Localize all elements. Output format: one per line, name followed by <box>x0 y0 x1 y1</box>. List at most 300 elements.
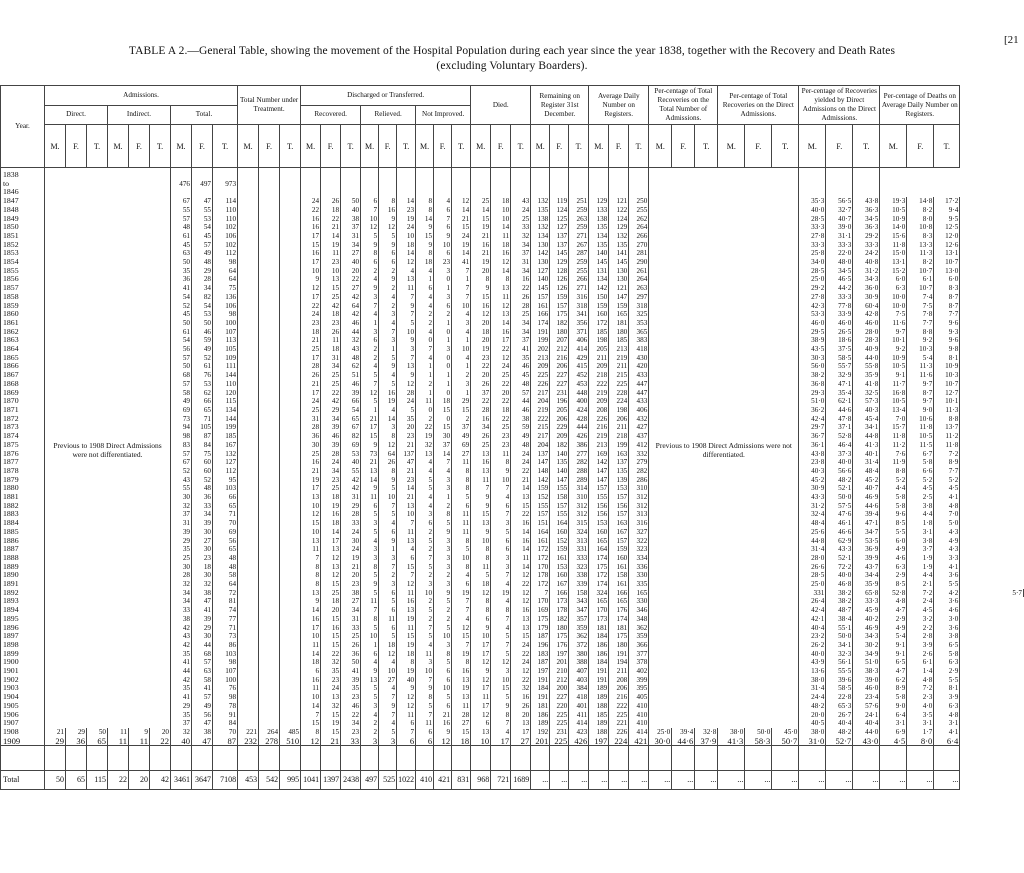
table-cell: 219 <box>589 389 609 398</box>
table-cell: 7 <box>452 606 471 615</box>
table-cell: 38·9 <box>799 336 826 345</box>
table-cell: 46 <box>511 362 531 371</box>
table-cell: 3 <box>361 519 379 528</box>
table-cell: 6 <box>434 249 452 258</box>
table-cell: 13 <box>471 728 491 737</box>
table-cell: 4·4 <box>907 510 934 519</box>
table-cell: 11 <box>491 232 511 241</box>
table-cell: 7·5 <box>907 302 934 311</box>
table-cell: 12 <box>471 589 491 598</box>
row-year: 1879 <box>1 476 45 485</box>
table-cell: 13·3 <box>907 241 934 250</box>
table-cell: 161 <box>531 537 550 546</box>
table-cell: 23 <box>321 476 341 485</box>
table-cell <box>238 650 259 659</box>
table-cell: 9·6 <box>880 510 907 519</box>
table-cell: 218 <box>609 432 629 441</box>
table-cell: 11 <box>397 624 416 633</box>
table-cell <box>280 519 301 528</box>
table-cell: 34 <box>511 328 531 337</box>
table-cell: 4 <box>379 319 397 328</box>
table-cell: 4·8 <box>934 502 960 511</box>
table-cell: 313 <box>629 510 649 519</box>
table-cell <box>280 371 301 380</box>
table-cell: 3 <box>416 658 434 667</box>
note-admissions: Previous to 1908 Direct Admissions were not differentiated. <box>45 168 171 729</box>
table-cell: 8·9 <box>934 458 960 467</box>
table-cell: 316 <box>629 519 649 528</box>
table-cell: 8 <box>471 597 491 606</box>
table-cell: 72 <box>213 589 238 598</box>
table-cell: 54 <box>192 223 213 232</box>
table-cell <box>907 746 934 771</box>
table-cell: 7 <box>397 310 416 319</box>
table-cell: 1 <box>434 493 452 502</box>
table-cell: 7 <box>434 458 452 467</box>
table-cell: 282 <box>629 467 649 476</box>
table-cell: 13 <box>511 624 531 633</box>
table-cell: 32·4 <box>799 510 826 519</box>
table-cell: 3 <box>434 293 452 302</box>
table-cell: 335 <box>629 580 649 589</box>
table-cell: 100 <box>213 319 238 328</box>
table-cell: 10 <box>471 737 491 746</box>
table-cell: 7·0 <box>934 510 960 519</box>
table-cell <box>259 658 280 667</box>
table-cell: 135 <box>589 241 609 250</box>
table-cell: 209 <box>550 432 569 441</box>
table-cell: 9 <box>434 728 452 737</box>
table-cell: 271 <box>569 284 589 293</box>
table-cell: 36 <box>192 493 213 502</box>
row-year: 1866 <box>1 362 45 371</box>
table-cell: 8 <box>452 484 471 493</box>
table-cell: 145 <box>609 258 629 267</box>
table-cell: 178 <box>531 571 550 580</box>
table-cell: 197 <box>550 650 569 659</box>
table-cell: 2·3 <box>907 693 934 702</box>
table-cell: 5 <box>361 232 379 241</box>
table-cell <box>238 615 259 624</box>
table-cell: 3 <box>361 702 379 711</box>
table-cell <box>280 450 301 459</box>
table-cell <box>238 746 259 771</box>
table-cell <box>238 658 259 667</box>
table-cell <box>649 746 672 771</box>
table-cell: 8 <box>471 606 491 615</box>
table-cell: 7·0 <box>880 415 907 424</box>
table-cell <box>280 232 301 241</box>
table-cell: 170 <box>531 597 550 606</box>
table-cell: 48 <box>341 354 361 363</box>
table-cell: 3·9 <box>934 693 960 702</box>
table-cell <box>280 362 301 371</box>
table-cell: 110 <box>213 215 238 224</box>
table-cell: 14 <box>511 484 531 493</box>
header-indirect: Indirect. <box>108 105 171 125</box>
table-cell: 185 <box>213 432 238 441</box>
table-cell <box>434 746 452 771</box>
row-year: 1902 <box>1 676 45 685</box>
table-cell: 107 <box>213 667 238 676</box>
table-cell: 2 <box>452 371 471 380</box>
table-cell: 14 <box>321 528 341 537</box>
table-cell: 5 <box>434 597 452 606</box>
table-cell: 124 <box>609 215 629 224</box>
table-cell: 406 <box>569 336 589 345</box>
table-cell: 6·3 <box>934 702 960 711</box>
table-cell: 8 <box>452 537 471 546</box>
table-cell <box>238 406 259 415</box>
table-cell: 43·8 <box>799 450 826 459</box>
table-cell: 160 <box>550 571 569 580</box>
table-cell: 197 <box>589 737 609 746</box>
table-cell: 5·5 <box>934 580 960 589</box>
table-cell: 134 <box>213 406 238 415</box>
table-cell: 156 <box>609 502 629 511</box>
mft-label: F. <box>826 125 853 168</box>
table-cell: 140 <box>550 467 569 476</box>
table-cell <box>238 371 259 380</box>
table-cell: 216 <box>609 693 629 702</box>
table-cell: 25 <box>511 310 531 319</box>
table-cell: 11·5 <box>907 441 934 450</box>
table-cell <box>280 310 301 319</box>
table-cell: 5·8 <box>880 693 907 702</box>
table-cell: 22 <box>321 650 341 659</box>
table-cell: 34 <box>321 467 341 476</box>
table-cell <box>238 537 259 546</box>
table-cell: 10 <box>361 215 379 224</box>
table-cell: 1 <box>434 284 452 293</box>
table-cell <box>416 168 434 198</box>
table-cell: 48·4 <box>853 467 880 476</box>
table-cell: 28 <box>192 275 213 284</box>
table-cell: 23 <box>192 554 213 563</box>
table-cell <box>280 467 301 476</box>
table-cell: 5 <box>491 528 511 537</box>
table-cell: 25 <box>471 441 491 450</box>
table-cell: 30 <box>192 545 213 554</box>
table-cell: 7 <box>531 589 550 598</box>
table-cell: 102 <box>213 223 238 232</box>
table-cell: 1 <box>416 275 434 284</box>
table-cell: 47 <box>192 597 213 606</box>
table-cell <box>280 249 301 258</box>
table-cell: 191 <box>589 667 609 676</box>
table-cell: 172 <box>531 554 550 563</box>
table-cell: 9·0 <box>880 702 907 711</box>
table-cell: 14 <box>491 319 511 328</box>
table-cell: 35 <box>511 354 531 363</box>
table-cell: 164 <box>589 545 609 554</box>
table-cell: 4·2 <box>934 589 960 598</box>
table-cell: 21 <box>397 441 416 450</box>
table-cell: 968 <box>471 771 491 790</box>
table-cell: 182 <box>550 319 569 328</box>
table-cell: 3·1 <box>907 528 934 537</box>
table-cell: 9·3 <box>934 328 960 337</box>
table-cell: 4 <box>452 571 471 580</box>
table-cell: 12 <box>379 223 397 232</box>
table-cell: 56 <box>192 711 213 720</box>
table-cell: 40·5 <box>799 719 826 728</box>
table-cell: 48 <box>171 223 192 232</box>
table-cell: 5 <box>491 632 511 641</box>
table-cell: 6 <box>397 554 416 563</box>
table-cell: 42 <box>321 397 341 406</box>
table-cell: 29 <box>192 624 213 633</box>
table-cell: 10 <box>397 510 416 519</box>
table-cell: 29 <box>45 737 66 746</box>
table-cell: 20 <box>511 711 531 720</box>
table-cell: 188 <box>589 702 609 711</box>
table-cell: 25·0 <box>799 275 826 284</box>
table-cell: 212 <box>550 345 569 354</box>
table-cell: 348 <box>629 615 649 624</box>
table-cell: 10·5 <box>907 432 934 441</box>
table-cell: 225 <box>550 737 569 746</box>
table-cell: 24 <box>301 197 321 206</box>
table-cell: 5 <box>452 545 471 554</box>
row-year: 1883 <box>1 510 45 519</box>
table-cell: 72·2 <box>826 563 853 572</box>
table-cell: 132 <box>213 450 238 459</box>
table-cell: 45·2 <box>853 476 880 485</box>
table-cell: 334 <box>629 554 649 563</box>
table-cell: 10 <box>434 241 452 250</box>
table-cell: 7·7 <box>934 467 960 476</box>
table-cell: 28·0 <box>799 554 826 563</box>
table-row <box>1 168 1024 198</box>
table-cell: 366 <box>629 641 649 650</box>
table-cell: 4·5 <box>880 737 907 746</box>
table-cell: 58·3 <box>745 737 772 746</box>
table-cell: 41 <box>341 667 361 676</box>
table-cell: 122 <box>609 206 629 215</box>
header-died: Died. <box>471 86 531 125</box>
table-cell: 4 <box>491 624 511 633</box>
table-cell: 1 <box>452 336 471 345</box>
table-cell: 12 <box>301 510 321 519</box>
table-cell: 38·0 <box>799 728 826 737</box>
table-cell: 16 <box>511 519 531 528</box>
table-cell: 23 <box>341 693 361 702</box>
row-year: 1859 <box>1 302 45 311</box>
table-cell: 6 <box>379 258 397 267</box>
table-cell: 10 <box>434 684 452 693</box>
table-cell: 278 <box>259 737 280 746</box>
table-cell <box>280 168 301 198</box>
table-cell: 18 <box>321 493 341 502</box>
table-cell: 15 <box>321 728 341 737</box>
header-row-1 <box>1 86 1024 106</box>
table-cell: 42 <box>341 476 361 485</box>
table-cell: 401 <box>569 702 589 711</box>
table-cell: 65·3 <box>826 702 853 711</box>
table-cell: 34 <box>192 510 213 519</box>
table-cell: 6 <box>416 519 434 528</box>
table-cell <box>238 597 259 606</box>
table-cell: 34 <box>321 415 341 424</box>
table-cell: 62·1 <box>826 397 853 406</box>
row-year: 1874 <box>1 432 45 441</box>
table-cell <box>609 168 629 198</box>
row-year: 1878 <box>1 467 45 476</box>
table-cell <box>826 746 853 771</box>
table-cell: 365 <box>629 328 649 337</box>
table-cell: 23 <box>397 432 416 441</box>
table-cell: 217 <box>531 432 550 441</box>
table-cell: 12 <box>397 258 416 267</box>
table-cell: 8·1 <box>934 684 960 693</box>
table-cell: 2 <box>452 415 471 424</box>
table-cell: 34 <box>171 589 192 598</box>
table-cell: 205 <box>550 406 569 415</box>
table-cell <box>259 719 280 728</box>
table-cell: 62·9 <box>826 537 853 546</box>
table-cell <box>280 676 301 685</box>
table-cell: 34 <box>341 719 361 728</box>
table-cell: 10 <box>379 667 397 676</box>
table-cell: 64 <box>213 580 238 589</box>
table-cell: 3·1 <box>907 719 934 728</box>
table-cell: 316 <box>569 293 589 302</box>
table-cell: 6 <box>379 249 397 258</box>
table-cell: 46 <box>192 328 213 337</box>
table-cell: 172 <box>531 545 550 554</box>
table-cell: 362 <box>569 632 589 641</box>
table-cell: 57 <box>171 450 192 459</box>
table-cell: 30 <box>301 441 321 450</box>
table-cell: 100 <box>213 676 238 685</box>
table-cell: 40·0 <box>826 571 853 580</box>
table-cell: 40·3 <box>853 406 880 415</box>
table-cell <box>87 746 108 771</box>
table-cell: 378 <box>629 658 649 667</box>
table-cell <box>238 423 259 432</box>
table-cell: 170 <box>531 563 550 572</box>
table-cell: 259 <box>569 258 589 267</box>
table-cell <box>238 197 259 206</box>
table-cell: 33·3 <box>853 241 880 250</box>
table-cell: 18 <box>301 328 321 337</box>
table-cell: 7 <box>361 206 379 215</box>
table-cell: 161 <box>609 580 629 589</box>
table-cell: 157 <box>589 484 609 493</box>
table-cell: 159 <box>589 302 609 311</box>
table-cell: 23 <box>471 354 491 363</box>
table-cell: 325 <box>629 310 649 319</box>
table-cell: 8·7 <box>907 389 934 398</box>
table-cell: 13·0 <box>934 267 960 276</box>
table-cell: 82 <box>341 432 361 441</box>
table-cell: 410 <box>416 771 434 790</box>
table-cell: 525 <box>379 771 397 790</box>
table-cell: 5·2 <box>934 476 960 485</box>
table-cell: 1·9 <box>907 554 934 563</box>
table-cell: 10 <box>491 206 511 215</box>
mft-label: M. <box>45 125 66 168</box>
table-cell: 35 <box>341 684 361 693</box>
table-cell <box>259 267 280 276</box>
table-cell: 82 <box>192 293 213 302</box>
table-cell <box>589 168 609 198</box>
row-year: 1885 <box>1 528 45 537</box>
table-cell: 59 <box>511 423 531 432</box>
table-cell: 26 <box>321 197 341 206</box>
table-cell: 39 <box>171 528 192 537</box>
table-cell: 10 <box>379 493 397 502</box>
mft-label: F. <box>66 125 87 168</box>
table-cell: 4·4 <box>880 484 907 493</box>
ellipsis-cell: ... <box>799 771 826 790</box>
table-cell: 17 <box>491 737 511 746</box>
table-cell: 57·6 <box>853 702 880 711</box>
table-cell: 192 <box>531 728 550 737</box>
table-cell: 18 <box>192 563 213 572</box>
table-cell <box>259 354 280 363</box>
table-cell: 3 <box>379 737 397 746</box>
table-cell <box>280 206 301 215</box>
row-year: 1898 <box>1 641 45 650</box>
table-cell: 2 <box>416 415 434 424</box>
table-cell: 9 <box>379 241 397 250</box>
table-cell: 3 <box>361 545 379 554</box>
table-cell: 185 <box>589 328 609 337</box>
table-cell: 4 <box>452 328 471 337</box>
table-cell <box>238 345 259 354</box>
table-cell <box>238 441 259 450</box>
table-cell: 204 <box>531 441 550 450</box>
table-cell: 49 <box>192 249 213 258</box>
table-cell: 3 <box>491 667 511 676</box>
table-cell: 2 <box>416 528 434 537</box>
table-cell: 255 <box>629 206 649 215</box>
table-cell: 11·9 <box>880 458 907 467</box>
table-cell: 42 <box>171 624 192 633</box>
table-cell: 44 <box>341 328 361 337</box>
table-cell: 11·6 <box>907 371 934 380</box>
table-row <box>1 728 1024 737</box>
table-cell: 17 <box>471 702 491 711</box>
table-cell <box>66 746 87 771</box>
table-cell: 7·2 <box>934 450 960 459</box>
table-cell: 20·0 <box>799 711 826 720</box>
table-cell: 15 <box>452 728 471 737</box>
table-cell: 288 <box>569 467 589 476</box>
table-cell: 13 <box>491 284 511 293</box>
table-cell: 19 <box>321 241 341 250</box>
table-cell: 453 <box>569 380 589 389</box>
table-cell: 11 <box>491 293 511 302</box>
table-cell: 36·9 <box>853 545 880 554</box>
table-cell <box>238 711 259 720</box>
table-cell: 184 <box>531 684 550 693</box>
table-cell: 415 <box>569 362 589 371</box>
table-cell: 18 <box>321 310 341 319</box>
table-cell: 199 <box>609 441 629 450</box>
table-cell: 1·9 <box>907 563 934 572</box>
table-cell <box>259 302 280 311</box>
table-cell <box>259 545 280 554</box>
table-cell: 161 <box>550 554 569 563</box>
table-cell: 7 <box>416 554 434 563</box>
table-cell <box>280 354 301 363</box>
table-cell: 37·9 <box>695 737 718 746</box>
row-year: 1873 <box>1 423 45 432</box>
table-cell: 5 <box>361 589 379 598</box>
